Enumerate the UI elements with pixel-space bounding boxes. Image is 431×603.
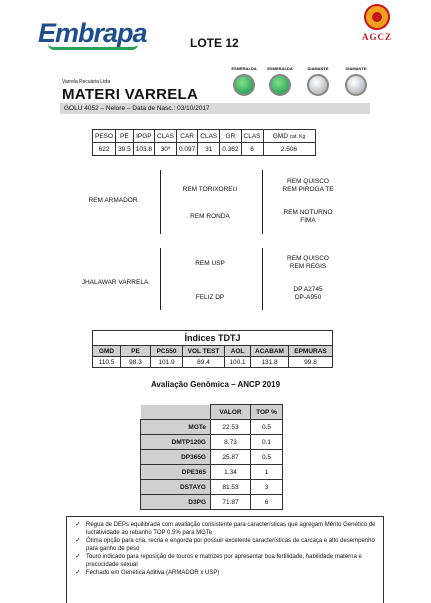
sire-dam: REM RONDA	[190, 213, 230, 220]
header-cell: EPMURAS	[289, 346, 333, 357]
value-cell: 31	[198, 143, 220, 156]
value-cell: 0.097	[176, 143, 197, 156]
value-cell: 8.73	[211, 435, 251, 450]
medal-label: DIAMANTE	[307, 66, 329, 71]
value-cell: 101.9	[151, 357, 183, 368]
header-cell: GR	[220, 130, 241, 143]
header-cell: CLAS	[241, 130, 263, 143]
ancestor-name: DP A2745	[293, 286, 323, 293]
check-icon: ✓	[75, 569, 81, 576]
ancestor-name: REM PIROGA TE	[282, 186, 334, 193]
check-icon: ✓	[75, 521, 81, 528]
value-cell: 6	[241, 143, 263, 156]
value-cell: 131.8	[251, 357, 289, 368]
header-cell: CLAS	[155, 130, 177, 143]
header-cell-gmd	[263, 130, 315, 143]
farm-name: Varrela Pecuária Ltda	[62, 79, 110, 85]
note-item	[75, 521, 377, 537]
genomic-row	[141, 465, 283, 480]
trait-cell: DMTP120G	[141, 435, 211, 450]
lot-number: LOTE 12	[190, 36, 239, 50]
note-text: Ótima opção para cria, recria e engorda por possuir excelente características de carcaça e alto desempenho para ganho de peso	[86, 538, 375, 552]
note-text: Fechado em Genética Aditiva (ARMADOR x USP)	[86, 570, 220, 576]
ancestor-name: REM QUISCO	[287, 255, 329, 262]
genomic-table	[140, 404, 283, 510]
dam-dam: FELIZ DP	[195, 294, 225, 301]
header-cell: PE	[116, 130, 134, 143]
header-cell: CAR	[176, 130, 197, 143]
pedigree-line	[160, 170, 161, 234]
header-cell: PC550	[151, 346, 183, 357]
genomic-row	[141, 420, 283, 435]
agcz-logo-text: AGCZ	[361, 32, 392, 42]
pedigree-line	[160, 248, 161, 310]
trait-cell: MGTe	[141, 420, 211, 435]
trait-cell: D3PG	[141, 495, 211, 510]
embrapa-logo-text: Embrapa	[38, 18, 147, 48]
top-cell: 3	[251, 480, 283, 495]
animal-name: MATERI VARRELA	[62, 86, 199, 103]
check-icon: ✓	[75, 537, 81, 544]
genomic-row	[141, 450, 283, 465]
blank-cell	[141, 405, 211, 420]
value-cell: 622	[93, 143, 116, 156]
value-cell: 1.34	[211, 465, 251, 480]
header-cell: AOL	[225, 346, 251, 357]
registry-line: GOLU 4052 – Nelore – Data de Nasc.: 03/10/2017	[60, 103, 370, 114]
indices-value-row	[93, 357, 333, 368]
top-cell: 1	[251, 465, 283, 480]
genomic-header-row	[141, 405, 283, 420]
sire-dam-ancestors	[268, 209, 348, 225]
dam: JHALAWAR VARRELA	[81, 279, 149, 286]
gmd-label: GMD	[272, 132, 288, 140]
top-cell: 0.5	[251, 450, 283, 465]
top-cell: 0.5	[251, 420, 283, 435]
value-cell: 0.362	[220, 143, 241, 156]
performance-value-row	[93, 143, 316, 156]
notes-box	[66, 516, 384, 603]
header-cell: ACABAM	[251, 346, 289, 357]
value-cell: 2.506	[263, 143, 315, 156]
pedigree-line	[262, 170, 263, 234]
ancestor-name: FIMA	[300, 217, 316, 224]
value-cell: 22.53	[211, 420, 251, 435]
header-cell: VALOR	[211, 405, 251, 420]
pedigree-line	[262, 248, 263, 310]
header-cell: PESO	[93, 130, 116, 143]
ancestor-name: REM NOTURNO	[283, 209, 333, 216]
performance-header-row	[93, 130, 316, 143]
value-cell: 100.1	[225, 357, 251, 368]
header-cell: IPGP	[133, 130, 154, 143]
trait-cell: DPE365	[141, 465, 211, 480]
header-cell: TOP %	[251, 405, 283, 420]
header-cell: PE	[121, 346, 151, 357]
value-cell: 98.3	[121, 357, 151, 368]
value-cell: 99.8	[289, 357, 333, 368]
performance-table	[92, 129, 316, 156]
embrapa-logo	[38, 18, 147, 52]
top-cell: 0.1	[251, 435, 283, 450]
note-item	[75, 537, 377, 553]
note-item	[75, 553, 377, 569]
header-cell: VOL TEST	[183, 346, 225, 357]
value-cell: 39.5	[116, 143, 134, 156]
sire: REM ARMADOR	[88, 197, 138, 204]
animal-title	[60, 75, 370, 117]
medal-label: DIAMANTE	[345, 66, 367, 71]
dam-sire: REM USP	[195, 260, 225, 267]
genomic-row	[141, 435, 283, 450]
value-cell: 25.87	[211, 450, 251, 465]
note-text: Régua de DEPs equilibrada com avaliação consistente para características que agregam Mérito Genético de lucratividade ao rebanho TOP 0.5% para MGTe	[86, 522, 376, 536]
value-cell: 30*	[155, 143, 177, 156]
genomic-row	[141, 480, 283, 495]
dam-sire-ancestors	[268, 255, 348, 271]
value-cell: 110.5	[93, 357, 121, 368]
header-cell: CLAS	[198, 130, 220, 143]
note-item	[75, 569, 377, 577]
indices-title-row	[93, 331, 333, 346]
value-cell: 103.8	[133, 143, 154, 156]
embrapa-swoosh	[48, 44, 138, 50]
note-text: Touro indicado para reposição de touros e matrizes por apresentar boa fertilidade, habilidade materna e precocidade sexual	[86, 554, 362, 568]
sire-sire: REM TORIXOREU	[182, 186, 238, 193]
indices-title: Índices TDTJ	[93, 331, 333, 346]
sire-sire-ancestors	[268, 178, 348, 194]
top-cell: 6	[251, 495, 283, 510]
check-icon: ✓	[75, 553, 81, 560]
indices-header-row	[93, 346, 333, 357]
agcz-seal-icon	[364, 4, 390, 30]
medal-label: ESMERALDA	[267, 66, 293, 71]
agcz-logo	[352, 4, 402, 48]
ancestor-name: DP-A950	[294, 294, 322, 301]
ancestor-name: REM REGIS	[289, 263, 327, 270]
genomic-title: Avaliação Genômica – ANCP 2019	[150, 380, 281, 389]
gmd-unit: cat. Kg	[289, 133, 306, 140]
indices-table	[92, 330, 333, 368]
value-cell: 81.53	[211, 480, 251, 495]
dam-dam-ancestors	[268, 286, 348, 302]
trait-cell: DSTAYG	[141, 480, 211, 495]
ancestor-name: REM QUISCO	[287, 178, 329, 185]
header-cell: GMD	[93, 346, 121, 357]
medal-label: ESMERALDA	[231, 66, 257, 71]
value-cell: 89.4	[183, 357, 225, 368]
value-cell: 71.87	[211, 495, 251, 510]
trait-cell: DP365G	[141, 450, 211, 465]
genomic-row	[141, 495, 283, 510]
